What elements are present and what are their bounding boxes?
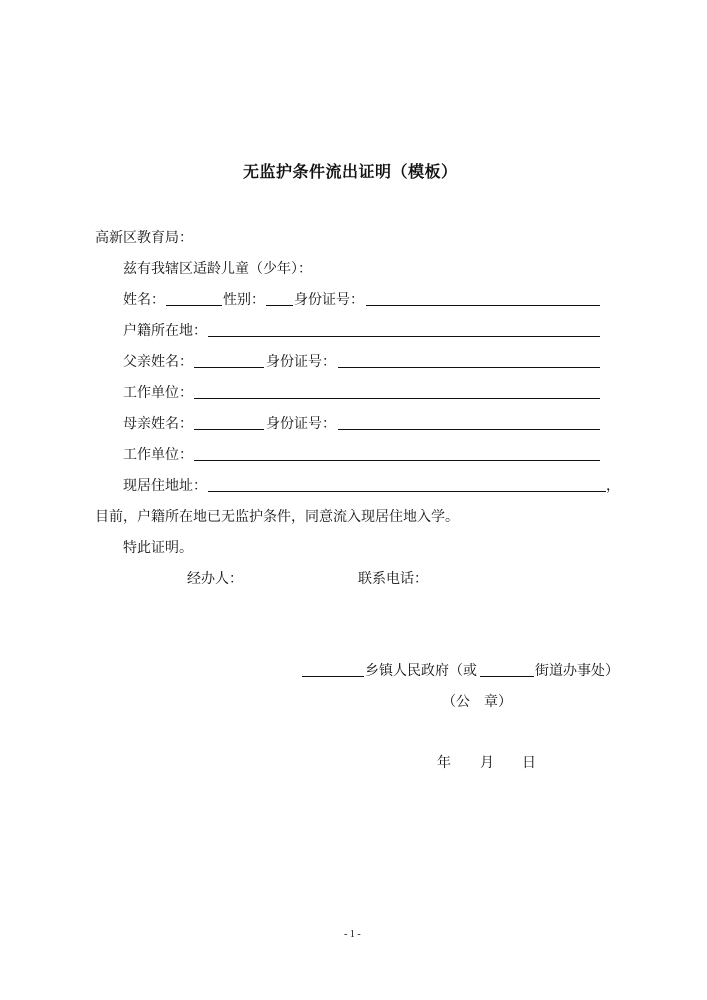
child-gender-field[interactable]: [266, 305, 293, 306]
statement-text: 目前，户籍所在地已无监护条件，同意流入现居住地入学。: [95, 509, 459, 525]
date-month: 月: [480, 755, 494, 771]
father-name-field[interactable]: [194, 367, 264, 368]
household-label: 户籍所在地：: [123, 323, 207, 339]
residence-label: 现居住地址：: [123, 478, 207, 494]
father-work-field[interactable]: [194, 398, 600, 399]
street-office-field[interactable]: [480, 676, 534, 677]
mother-name-label: 母亲姓名：: [123, 416, 193, 432]
seal-text: （公 章）: [442, 694, 512, 710]
phone-label: 联系电话：: [358, 571, 428, 587]
mother-work-label: 工作单位：: [123, 447, 193, 463]
date-day: 日: [522, 755, 536, 771]
child-id-label: 身份证号：: [294, 292, 364, 308]
father-id-field[interactable]: [338, 367, 600, 368]
mother-name-field[interactable]: [194, 429, 264, 430]
addressee: 高新区教育局：: [95, 230, 193, 246]
page-number: - 1 -: [344, 929, 361, 940]
residence-field[interactable]: [208, 491, 606, 492]
certify-text: 特此证明。: [123, 540, 193, 556]
handler-label: 经办人：: [187, 571, 243, 587]
township-gov-label: 乡镇人民政府（或: [365, 663, 477, 679]
child-id-field[interactable]: [366, 305, 600, 306]
document-title: 无监护条件流出证明（模板）: [243, 162, 458, 181]
mother-id-label: 身份证号：: [266, 416, 336, 432]
child-name-field[interactable]: [166, 305, 222, 306]
date-year: 年: [437, 755, 451, 771]
mother-work-field[interactable]: [194, 460, 600, 461]
child-name-label: 姓名：: [123, 292, 165, 308]
father-name-label: 父亲姓名：: [123, 354, 193, 370]
father-work-label: 工作单位：: [123, 385, 193, 401]
child-gender-label: 性别：: [223, 292, 265, 308]
township-field[interactable]: [302, 676, 364, 677]
household-field[interactable]: [208, 336, 600, 337]
residence-comma: ，: [606, 478, 620, 494]
father-id-label: 身份证号：: [266, 354, 336, 370]
street-office-label: 街道办事处）: [535, 663, 619, 679]
intro-text: 兹有我辖区适龄儿童（少年）：: [123, 261, 312, 277]
mother-id-field[interactable]: [338, 429, 600, 430]
